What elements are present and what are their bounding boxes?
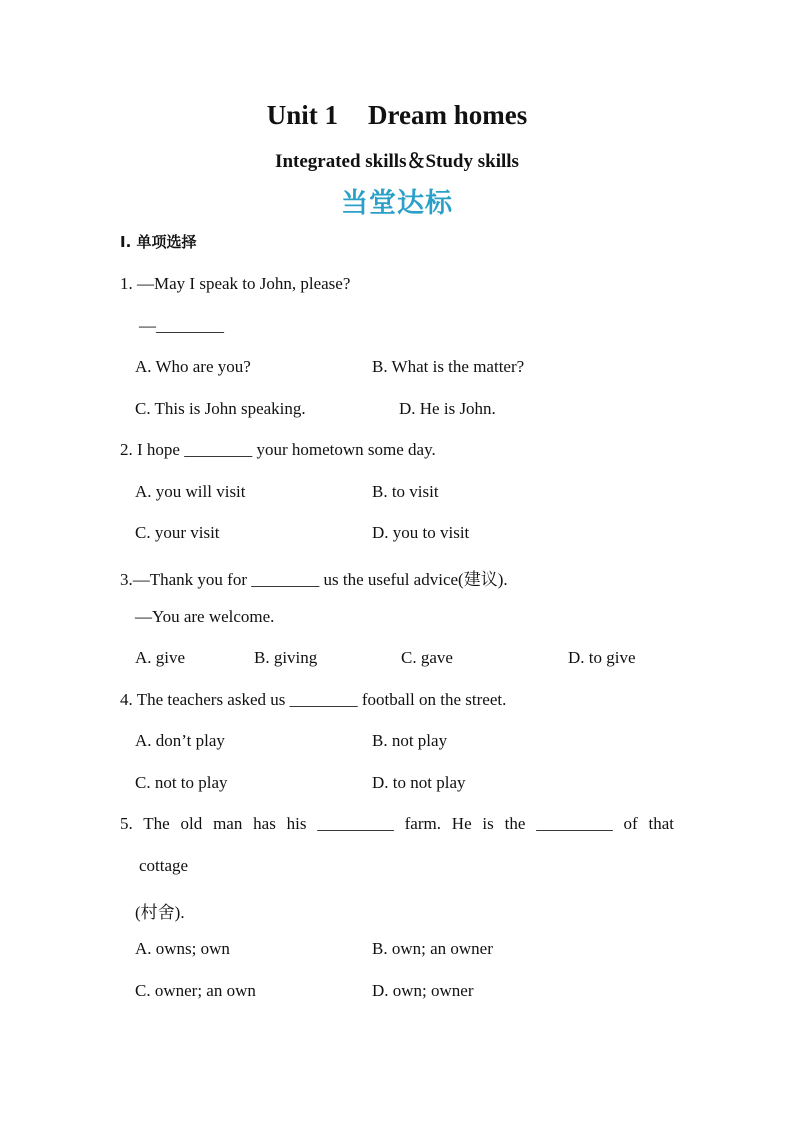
question-4-option-d: D. to not play xyxy=(372,773,466,792)
question-3-option-c: C. gave xyxy=(401,648,453,667)
question-1-option-c: C. This is John speaking. xyxy=(135,399,306,418)
question-2-option-a: A. you will visit xyxy=(135,482,246,501)
question-3-option-d: D. to give xyxy=(568,648,636,667)
question-1-reply: —________ xyxy=(139,316,224,335)
question-4-option-a: A. don’t play xyxy=(135,731,225,750)
question-3-stem: 3.—Thank you for ________ us the useful advice(建议). xyxy=(120,570,508,589)
question-1-option-a: A. Who are you? xyxy=(135,357,251,376)
question-5-option-c: C. owner; an own xyxy=(135,981,256,1000)
question-5-option-b: B. own; an owner xyxy=(372,939,493,958)
question-1-stem: 1. —May I speak to John, please? xyxy=(120,274,351,293)
question-2-stem: 2. I hope ________ your hometown some day. xyxy=(120,440,436,459)
page-title xyxy=(0,100,794,131)
part-heading: Ⅰ. 单项选择 xyxy=(120,233,197,251)
question-2-option-c: C. your visit xyxy=(135,523,220,542)
question-1-option-b: B. What is the matter? xyxy=(372,357,525,376)
question-5-option-a: A. owns; own xyxy=(135,939,230,958)
question-3-option-b: B. giving xyxy=(254,648,318,667)
question-5-stem: 5. The old man has his _________ farm. He is the _________ of that xyxy=(120,814,674,833)
section-heading: 当堂达标 xyxy=(341,188,453,219)
question-5-option-d: D. own; owner xyxy=(372,981,474,1000)
question-4-stem: 4. The teachers asked us ________ football on the street. xyxy=(120,690,507,709)
question-3-reply: —You are welcome. xyxy=(135,607,275,626)
question-2-option-d: D. you to visit xyxy=(372,523,470,542)
question-4-option-b: B. not play xyxy=(372,731,448,750)
question-1-option-d: D. He is John. xyxy=(399,399,496,418)
question-5-stem-note: (村舍). xyxy=(135,903,185,922)
question-4-option-c: C. not to play xyxy=(135,773,228,792)
question-3-option-a: A. give xyxy=(135,648,186,667)
question-5-stem-continued: cottage xyxy=(139,856,189,875)
unit-title: Dream homes xyxy=(368,100,528,130)
page-subtitle: Integrated skills＆Study skills xyxy=(275,151,519,172)
unit-label: Unit 1 xyxy=(266,100,339,130)
question-2-option-b: B. to visit xyxy=(372,482,439,501)
